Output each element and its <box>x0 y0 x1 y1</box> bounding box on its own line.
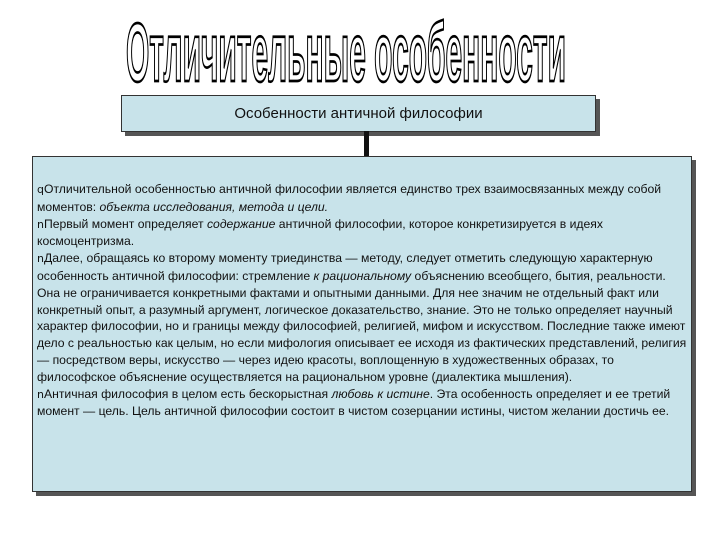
emphasis-text: объекта исследования, метода и цели. <box>99 199 329 214</box>
header-label: Особенности античной философии <box>234 105 483 122</box>
bullet-marker: q <box>37 183 44 196</box>
paragraph-text: Первый момент определяет <box>43 216 207 231</box>
paragraph-text: Далее, обращаясь ко второму моменту триединства — методу, следует отметить следующую характерную особенность античной философии: стремление <box>37 251 653 283</box>
paragraph-text: Античная философия в целом есть бескорыстная <box>43 386 332 401</box>
body-paragraph <box>37 386 687 421</box>
bullet-marker: n <box>37 217 44 231</box>
paragraph-text: . Эта особенность определяет и ее третий момент — цель. Цель античной философии состоит в чистом созерцании истины, чистом желании достичь ее. <box>37 386 671 419</box>
bullet-marker: n <box>37 252 44 266</box>
emphasis-text: содержание <box>206 216 276 231</box>
emphasis-text: любовь к истине <box>331 386 430 401</box>
body-paragraph <box>37 216 687 251</box>
connector-line <box>364 131 369 158</box>
body-paragraph <box>37 250 687 385</box>
emphasis-text: к рациональному <box>313 268 412 283</box>
body-text-box <box>32 156 692 492</box>
bullet-marker: n <box>37 387 44 401</box>
paragraph-text: Отличительной особенностью античной философии является единство трех взаимосвязанных между собой моментов: <box>37 182 662 214</box>
paragraph-text: объяснению всеобщего, бытия, реальности. Она не ограничивается конкретными фактами и опытными данными. Для нее значим не отдельный факт или конкретный опыт, а разумный аргумент, логическое доказательство, знание. Это не только определяет научный характер философии, но и границы между философией, религией, мифом и искусством. Последние также имеют дело с реальностью как целым, но если мифология описывает ее исходя из фактических представлений, религия — посредством веры, искусство — через идею красоты, воплощенную в художественных образах, то философское объяснение осуществляется на рациональном уровне (диалектика мышления). <box>37 268 687 384</box>
paragraph-text: античной философии, которое конкретизируется в идеях космоцентризма. <box>37 216 603 249</box>
slide-title-text: Отличительные особенности <box>126 4 567 90</box>
slide-title <box>0 2 720 90</box>
header-box <box>121 95 596 132</box>
body-paragraph <box>37 181 687 216</box>
